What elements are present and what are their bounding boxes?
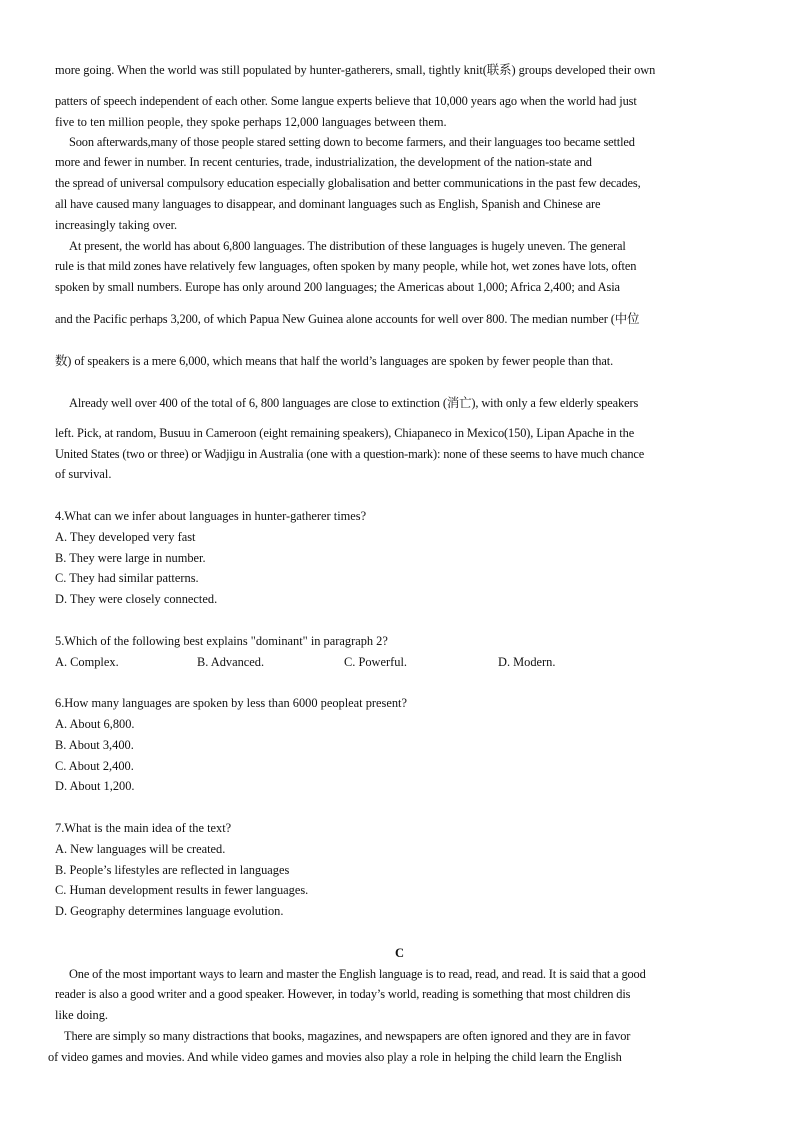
- question-stem: 4.What can we infer about languages in hunter-gatherer times?: [55, 509, 367, 523]
- option-a: A. About 6,800.: [55, 717, 135, 731]
- option-b: B. People’s lifestyles are reflected in languages: [55, 863, 290, 877]
- option-d: D. Geography determines language evolution.: [55, 904, 284, 918]
- passage-line: left. Pick, at random, Busuu in Cameroon (eight remaining speakers), Chiapaneco in Mexico(150), Lipan Apache in the: [55, 426, 635, 440]
- passage-line: the spread of universal compulsory education especially globalisation and better communications in the past few decades,: [55, 176, 641, 190]
- passage-line: more and fewer in number. In recent centuries, trade, industrialization, the development of the nation-state and: [55, 155, 592, 169]
- question-stem: 7.What is the main idea of the text?: [55, 821, 232, 835]
- passage-line: At present, the world has about 6,800 languages. The distribution of these languages is hugely uneven. The general: [69, 239, 626, 253]
- passage-line: all have caused many languages to disappear, and dominant languages such as English, Spanish and Chinese are: [55, 197, 601, 211]
- option-a: A. Complex.: [55, 655, 119, 669]
- option-b: B. About 3,400.: [55, 738, 134, 752]
- option-a: A. They developed very fast: [55, 530, 196, 544]
- passage-line: increasingly taking over.: [55, 218, 178, 232]
- passage-line: more going. When the world was still populated by hunter-gatherers, small, tightly knit(联系) groups developed their own: [55, 63, 656, 77]
- passage-line: patters of speech independent of each other. Some langue experts believe that 10,000 years ago when the world had just: [55, 94, 637, 108]
- option-b: B. They were large in number.: [55, 551, 206, 565]
- option-c: C. Human development results in fewer languages.: [55, 883, 309, 897]
- passage-line: of survival.: [55, 467, 112, 481]
- option-a: A. New languages will be created.: [55, 842, 226, 856]
- passage-line: Soon afterwards,many of those people stared setting down to become farmers, and their languages too became settled: [69, 135, 635, 149]
- option-b: B. Advanced.: [197, 655, 265, 669]
- passage-line: rule is that mild zones have relatively few languages, often spoken by many people, while hot, wet zones have lots, often: [55, 259, 637, 273]
- option-d: D. Modern.: [498, 655, 556, 669]
- option-c: C. They had similar patterns.: [55, 571, 199, 585]
- passage-line: There are simply so many distractions that books, magazines, and newspapers are often ignored and they are in favor: [64, 1029, 631, 1043]
- passage-line: of video games and movies. And while video games and movies also play a role in helping the child learn the English: [48, 1050, 622, 1064]
- passage-line: United States (two or three) or Wadjigu in Australia (one with a question-mark): none of these seems to have much chance: [55, 447, 645, 461]
- passage-line: spoken by small numbers. Europe has only around 200 languages; the Americas about 1,000; Africa 2,400; and Asia: [55, 280, 620, 294]
- question-stem: 6.How many languages are spoken by less than 6000 peopleat present?: [55, 696, 408, 710]
- passage-line: reader is also a good writer and a good speaker. However, in today’s world, reading is something that most children dis: [55, 987, 631, 1001]
- option-d: D. They were closely connected.: [55, 592, 218, 606]
- question-stem: 5.Which of the following best explains "dominant" in paragraph 2?: [55, 634, 388, 648]
- passage-line: and the Pacific perhaps 3,200, of which Papua New Guinea alone accounts for well over 800. The median number (中位: [55, 312, 640, 326]
- passage-line: like doing.: [55, 1008, 108, 1022]
- passage-line: One of the most important ways to learn and master the English language is to read, read, and read. It is said that a good: [69, 967, 646, 981]
- section-heading: C: [395, 946, 405, 960]
- option-c: C. Powerful.: [344, 655, 407, 669]
- passage-line: Already well over 400 of the total of 6, 800 languages are close to extinction (消亡), with only a few elderly speakers: [69, 396, 639, 410]
- option-d: D. About 1,200.: [55, 779, 135, 793]
- passage-line: 数) of speakers is a mere 6,000, which means that half the world’s languages are spoken by fewer people than that.: [55, 354, 614, 368]
- passage-line: five to ten million people, they spoke perhaps 12,000 languages between them.: [55, 115, 447, 129]
- option-c: C. About 2,400.: [55, 759, 134, 773]
